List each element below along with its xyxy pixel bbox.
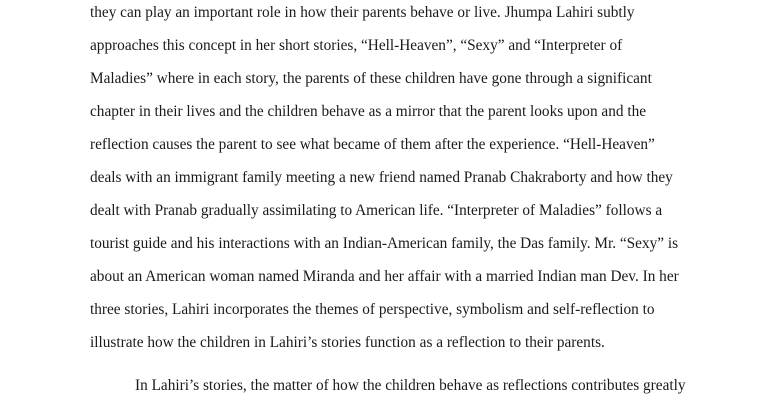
text-line: dealt with Pranab gradually assimilating to American life. “Interpreter of Maladies” follows a [90,202,663,219]
text-line: about an American woman named Miranda and her affair with a married Indian man Dev. In her [90,268,679,285]
text-line: three stories, Lahiri incorporates the themes of perspective, symbolism and self-reflection to [90,301,655,318]
text-line: tourist guide and his interactions with an Indian-American family, the Das family. Mr. “Sexy” is [90,235,679,252]
text-line: Maladies” where in each story, the parents of these children have gone through a significant [90,70,652,87]
text-line: reflection causes the parent to see what became of them after the experience. “Hell-Heaven” [90,136,655,153]
text-line: they can play an important role in how their parents behave or live. Jhumpa Lahiri subtly [90,4,635,21]
text-line: illustrate how the children in Lahiri’s stories function as a reflection to their parents. [90,334,605,351]
text-line: approaches this concept in her short stories, “Hell-Heaven”, “Sexy” and “Interpreter of [90,37,623,54]
text-line: chapter in their lives and the children behave as a mirror that the parent looks upon and the [90,103,647,120]
paragraph-first-line: In Lahiri’s stories, the matter of how the children behave as reflections contributes greatly [135,377,686,394]
text-line: deals with an immigrant family meeting a new friend named Pranab Chakraborty and how they [90,169,673,186]
